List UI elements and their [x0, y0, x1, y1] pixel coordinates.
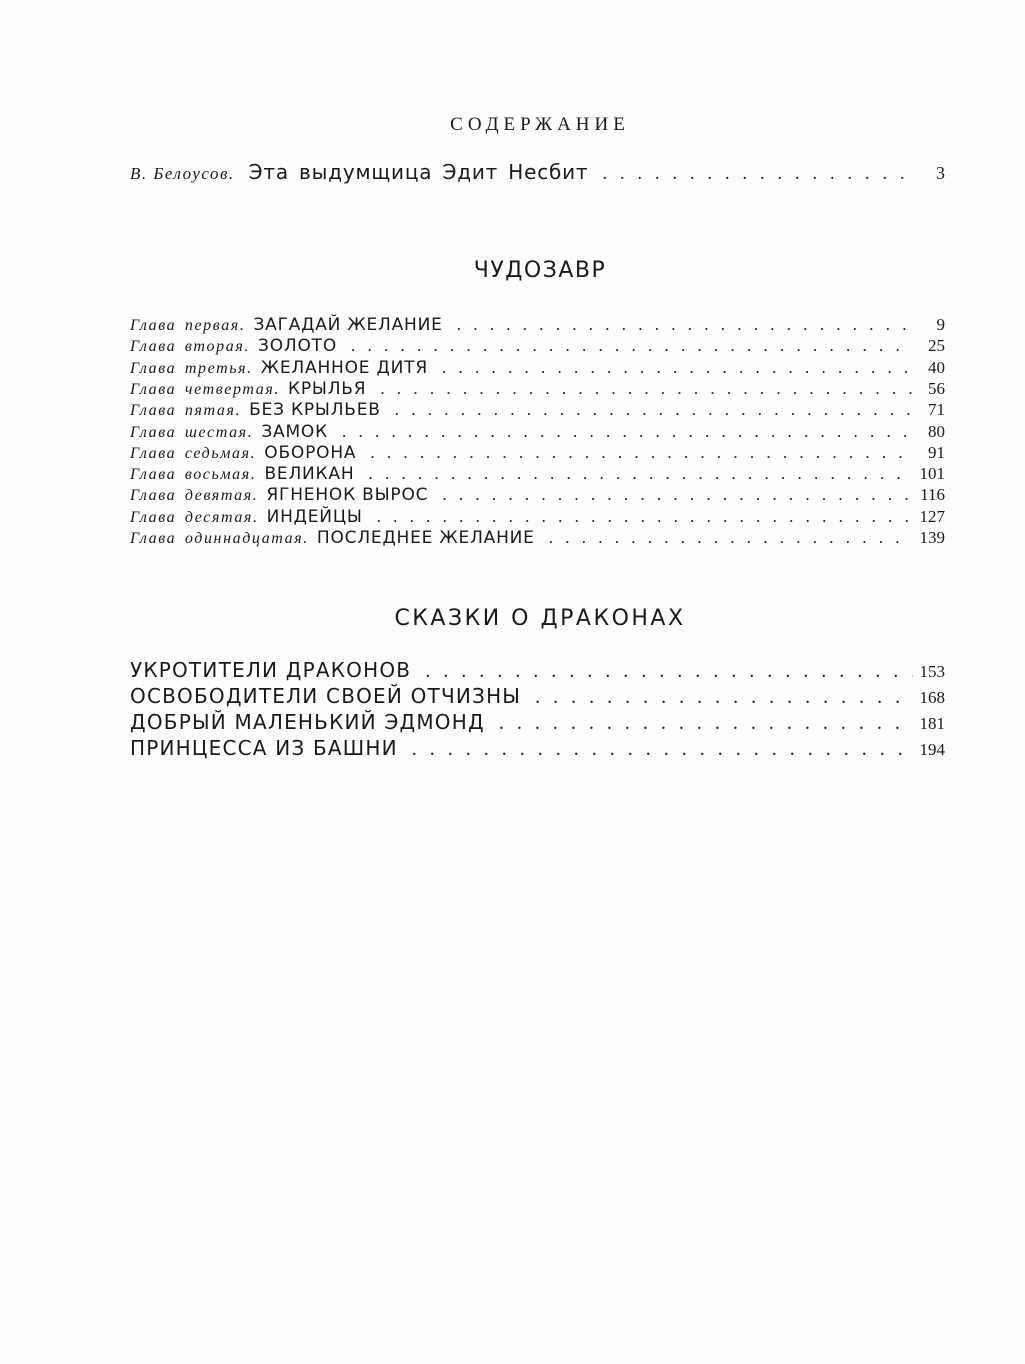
toc-entry-label — [130, 421, 328, 443]
dot-leader — [457, 314, 913, 335]
dot-leader — [442, 357, 913, 378]
chapter-title: ПОСЛЕДНЕЕ ЖЕЛАНИЕ — [316, 528, 535, 548]
chapter-number: Глава восьмая. — [130, 466, 257, 484]
page-number: 56 — [928, 378, 945, 398]
chapter-title: ВЕЛИКАН — [264, 464, 355, 485]
page-number: 127 — [919, 506, 945, 526]
chapter-title: БЕЗ КРЫЛЬЕВ — [249, 400, 381, 421]
toc-entry-label — [130, 335, 337, 357]
toc-entry-label — [130, 399, 381, 421]
chapter-number: Глава шестая. — [130, 423, 254, 441]
chapter-number: Глава вторая. — [130, 338, 250, 356]
chapter-number: Глава девятая. — [130, 487, 259, 505]
chapter-title: ЯГНЕНОК ВЫРОС — [266, 485, 429, 506]
dot-leader — [535, 686, 913, 709]
dot-leader — [351, 335, 913, 356]
chapter-title: ЗОЛОТО — [258, 336, 338, 357]
page-number: 3 — [936, 163, 945, 183]
tale-title: ОСВОБОДИТЕЛИ СВОЕЙ ОТЧИЗНЫ — [130, 684, 522, 708]
chapter-number: Глава седьмая. — [130, 444, 257, 462]
dot-leader — [395, 399, 913, 420]
page-number: 25 — [928, 336, 945, 356]
page-number: 80 — [928, 421, 945, 441]
toc-entry-label — [130, 506, 363, 528]
chapter-title: КРЫЛЬЯ — [287, 378, 367, 399]
tale-title: УКРОТИТЕЛИ ДРАКОНОВ — [130, 658, 412, 682]
page-number: 194 — [919, 740, 945, 759]
toc-entry-chapter — [130, 421, 945, 443]
dot-leader — [442, 484, 913, 505]
toc-entry-tale — [130, 658, 945, 683]
toc-entry-label — [130, 527, 535, 549]
toc-entry-label — [130, 314, 443, 336]
dot-leader — [412, 738, 913, 761]
toc-entry-chapter — [130, 506, 945, 528]
chapter-title: ОБОРОНА — [264, 442, 357, 463]
dot-leader — [602, 163, 913, 185]
page-number: 153 — [919, 662, 945, 681]
chapter-title: ЖЕЛАННОЕ ДИТЯ — [260, 357, 428, 378]
toc-entry-label — [130, 463, 354, 485]
page-number: 168 — [919, 688, 945, 707]
toc-entry-tale — [130, 736, 945, 761]
chapter-title: ИНДЕЙЦЫ — [266, 506, 363, 527]
page-number: 9 — [936, 315, 945, 334]
toc-entry-chapter — [130, 527, 945, 549]
page-number: 139 — [919, 528, 945, 547]
chapter-number: Глава десятая. — [130, 508, 259, 526]
dot-leader — [377, 506, 913, 527]
toc-entry-intro — [130, 160, 945, 185]
toc-entry-label — [130, 484, 428, 506]
toc-entry-chapter — [130, 314, 945, 336]
entry-title: Эта выдумщица Эдит Несбит — [248, 160, 589, 184]
author-name: В. Белоусов. — [130, 164, 235, 183]
toc-entry-chapter — [130, 399, 945, 421]
toc-entry-label — [130, 160, 588, 185]
section-heading-chudozavr: ЧУДОЗАВР — [473, 258, 607, 283]
chapter-number: Глава пятая. — [130, 402, 242, 420]
dot-leader — [425, 660, 913, 683]
toc-entry-label — [130, 378, 366, 400]
toc-entry-chapter — [130, 442, 945, 464]
page-number: 116 — [920, 485, 945, 505]
page-number: 101 — [919, 464, 945, 484]
dot-leader — [549, 527, 913, 548]
chapter-number: Глава одиннадцатая. — [130, 530, 309, 547]
section-heading-dragon-tales: СКАЗКИ О ДРАКОНАХ — [394, 606, 686, 631]
toc-entry-label — [130, 357, 428, 379]
dot-leader — [370, 442, 913, 463]
toc-entry-chapter — [130, 484, 945, 506]
tale-title: ДОБРЫЙ МАЛЕНЬКИЙ ЭДМОНД — [130, 710, 485, 734]
page-number: 181 — [919, 714, 945, 733]
toc-entry-chapter — [130, 463, 945, 485]
page-number: 91 — [928, 442, 945, 462]
dot-leader — [342, 421, 913, 442]
page-number: 71 — [928, 400, 945, 420]
tale-title: ПРИНЦЕССА ИЗ БАШНИ — [130, 736, 398, 760]
contents-heading: СОДЕРЖАНИЕ — [450, 114, 630, 135]
chapter-title: ЗАМОК — [261, 421, 328, 442]
chapter-number: Глава первая. — [130, 317, 246, 334]
toc-entry-chapter — [130, 335, 945, 357]
dot-leader — [380, 378, 913, 399]
chapter-number: Глава третья. — [130, 359, 253, 377]
page-number: 40 — [928, 357, 945, 377]
chapter-number: Глава четвертая. — [130, 380, 280, 398]
toc-entry-tale — [130, 710, 945, 735]
dot-leader — [499, 712, 913, 735]
toc-entry-chapter — [130, 357, 945, 379]
dot-leader — [368, 463, 913, 484]
toc-entry-chapter — [130, 378, 945, 400]
toc-entry-tale — [130, 684, 945, 709]
toc-entry-label — [130, 442, 356, 464]
chapter-title: ЗАГАДАЙ ЖЕЛАНИЕ — [253, 315, 443, 335]
